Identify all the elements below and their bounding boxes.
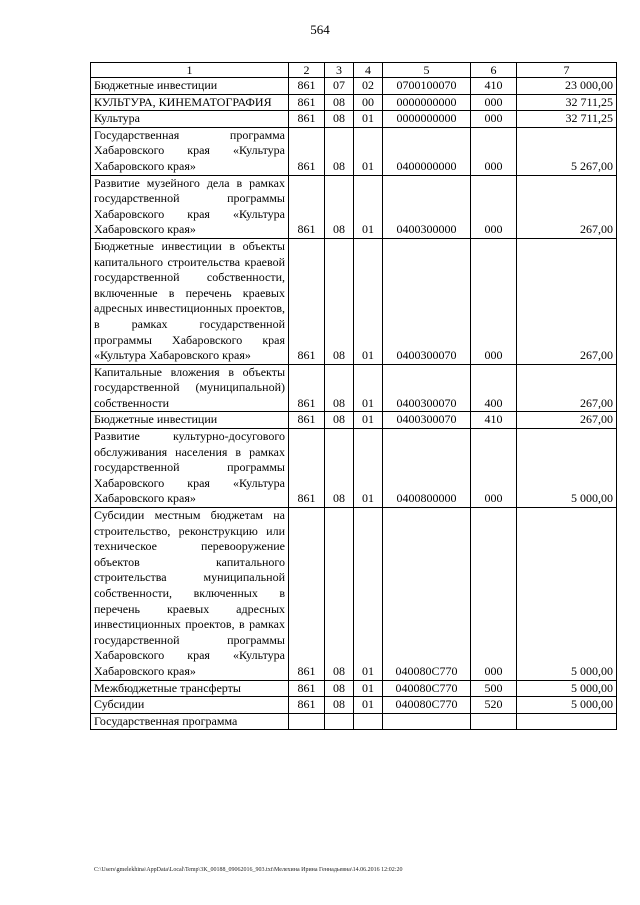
expense-type: 000: [471, 429, 517, 508]
section-code: 08: [325, 680, 354, 697]
column-header: 5: [383, 63, 471, 78]
expense-type: 410: [471, 78, 517, 95]
table-row: [91, 238, 617, 364]
row-name: Бюджетные инвестиции: [91, 412, 289, 429]
ministry-code: 861: [289, 175, 325, 238]
column-header: 7: [517, 63, 617, 78]
subsection-code: 01: [354, 680, 383, 697]
table-row: [91, 713, 617, 730]
row-name: Межбюджетные трансферты: [91, 680, 289, 697]
subsection-code: 01: [354, 175, 383, 238]
row-name: Государственная программа Хабаровского края «Культура Хабаровского края»: [91, 127, 289, 175]
table-row: [91, 127, 617, 175]
row-name: Развитие музейного дела в рамках государственной программы Хабаровского края «Культура Хабаровского края»: [91, 175, 289, 238]
ministry-code: 861: [289, 680, 325, 697]
ministry-code: 861: [289, 127, 325, 175]
target-article: 040080С770: [383, 697, 471, 714]
subsection-code: 00: [354, 94, 383, 111]
row-name: Субсидии местным бюджетам на строительство, реконструкцию или техническое перевооружение объектов капитального строительства муниципальной собственности, включенных в перечень краевых адресных инвестиционных проектов, в рамках государственной программы Хабаровского края «Культура Хабаровского края»: [91, 508, 289, 681]
target-article: 040080С770: [383, 680, 471, 697]
ministry-code: 861: [289, 429, 325, 508]
amount: 32 711,25: [517, 94, 617, 111]
column-header: 1: [91, 63, 289, 78]
row-name: Развитие культурно-досугового обслуживания населения в рамках государственной программы Хабаровского края «Культура Хабаровского края»: [91, 429, 289, 508]
section-code: 08: [325, 94, 354, 111]
amount: 5 000,00: [517, 508, 617, 681]
ministry-code: 861: [289, 94, 325, 111]
expense-type: 000: [471, 94, 517, 111]
section-code: 08: [325, 238, 354, 364]
amount: 267,00: [517, 238, 617, 364]
subsection-code: 01: [354, 238, 383, 364]
section-code: 08: [325, 429, 354, 508]
target-article: 0400300070: [383, 238, 471, 364]
subsection-code: 01: [354, 364, 383, 412]
amount: 267,00: [517, 412, 617, 429]
column-header: 2: [289, 63, 325, 78]
expense-type: 000: [471, 175, 517, 238]
subsection-code: [354, 713, 383, 730]
amount: 267,00: [517, 364, 617, 412]
column-header: 3: [325, 63, 354, 78]
target-article: 0400300070: [383, 364, 471, 412]
expense-type: 000: [471, 127, 517, 175]
table-row: [91, 175, 617, 238]
amount: 5 000,00: [517, 429, 617, 508]
ministry-code: 861: [289, 508, 325, 681]
section-code: 08: [325, 412, 354, 429]
row-name: Капитальные вложения в объекты государственной (муниципальной) собственности: [91, 364, 289, 412]
amount: 267,00: [517, 175, 617, 238]
target-article: 0400800000: [383, 429, 471, 508]
target-article: 0000000000: [383, 111, 471, 128]
expense-type: 400: [471, 364, 517, 412]
column-header: 4: [354, 63, 383, 78]
amount: [517, 713, 617, 730]
amount: 5 267,00: [517, 127, 617, 175]
table-row: [91, 412, 617, 429]
amount: 23 000,00: [517, 78, 617, 95]
target-article: 0000000000: [383, 94, 471, 111]
subsection-code: 01: [354, 697, 383, 714]
target-article: [383, 713, 471, 730]
file-path-footer: C:\Users\gmelekhina\AppData\Local\Temp\3K_00188_09062016_903.txt\Мелехина Ирина Геннадьевна\14.06.2016 12:02:20: [94, 867, 403, 873]
row-name: КУЛЬТУРА, КИНЕМАТОГРАФИЯ: [91, 94, 289, 111]
target-article: 0400000000: [383, 127, 471, 175]
subsection-code: 01: [354, 412, 383, 429]
section-code: 08: [325, 697, 354, 714]
table-row: [91, 78, 617, 95]
ministry-code: 861: [289, 697, 325, 714]
section-code: 08: [325, 111, 354, 128]
expense-type: 000: [471, 111, 517, 128]
section-code: 08: [325, 127, 354, 175]
table-row: [91, 680, 617, 697]
header-row: [91, 63, 617, 78]
row-name: Бюджетные инвестиции: [91, 78, 289, 95]
subsection-code: 02: [354, 78, 383, 95]
table-row: [91, 111, 617, 128]
expense-type: 000: [471, 238, 517, 364]
table-row: [91, 364, 617, 412]
ministry-code: 861: [289, 78, 325, 95]
ministry-code: 861: [289, 412, 325, 429]
subsection-code: 01: [354, 508, 383, 681]
ministry-code: [289, 713, 325, 730]
target-article: 0700100070: [383, 78, 471, 95]
expense-type: 500: [471, 680, 517, 697]
amount: 5 000,00: [517, 680, 617, 697]
section-code: 08: [325, 175, 354, 238]
subsection-code: 01: [354, 429, 383, 508]
section-code: 08: [325, 364, 354, 412]
subsection-code: 01: [354, 111, 383, 128]
amount: 5 000,00: [517, 697, 617, 714]
row-name: Государственная программа: [91, 713, 289, 730]
row-name: Культура: [91, 111, 289, 128]
expense-type: [471, 713, 517, 730]
budget-table: [90, 62, 617, 730]
expense-type: 410: [471, 412, 517, 429]
section-code: 07: [325, 78, 354, 95]
table-row: [91, 508, 617, 681]
ministry-code: 861: [289, 364, 325, 412]
subsection-code: 01: [354, 127, 383, 175]
section-code: [325, 713, 354, 730]
expense-type: 520: [471, 697, 517, 714]
section-code: 08: [325, 508, 354, 681]
table-row: [91, 697, 617, 714]
target-article: 0400300000: [383, 175, 471, 238]
ministry-code: 861: [289, 111, 325, 128]
expense-type: 000: [471, 508, 517, 681]
table-row: [91, 94, 617, 111]
column-header: 6: [471, 63, 517, 78]
amount: 32 711,25: [517, 111, 617, 128]
target-article: 0400300070: [383, 412, 471, 429]
ministry-code: 861: [289, 238, 325, 364]
row-name: Бюджетные инвестиции в объекты капитального строительства краевой государственной собственности, включенные в перечень краевых адресных инвестиционных проектов, в рамках государственной программы Хабаровского края «Культура Хабаровского края»: [91, 238, 289, 364]
row-name: Субсидии: [91, 697, 289, 714]
page-number: 564: [310, 22, 330, 37]
table-row: [91, 429, 617, 508]
target-article: 040080С770: [383, 508, 471, 681]
